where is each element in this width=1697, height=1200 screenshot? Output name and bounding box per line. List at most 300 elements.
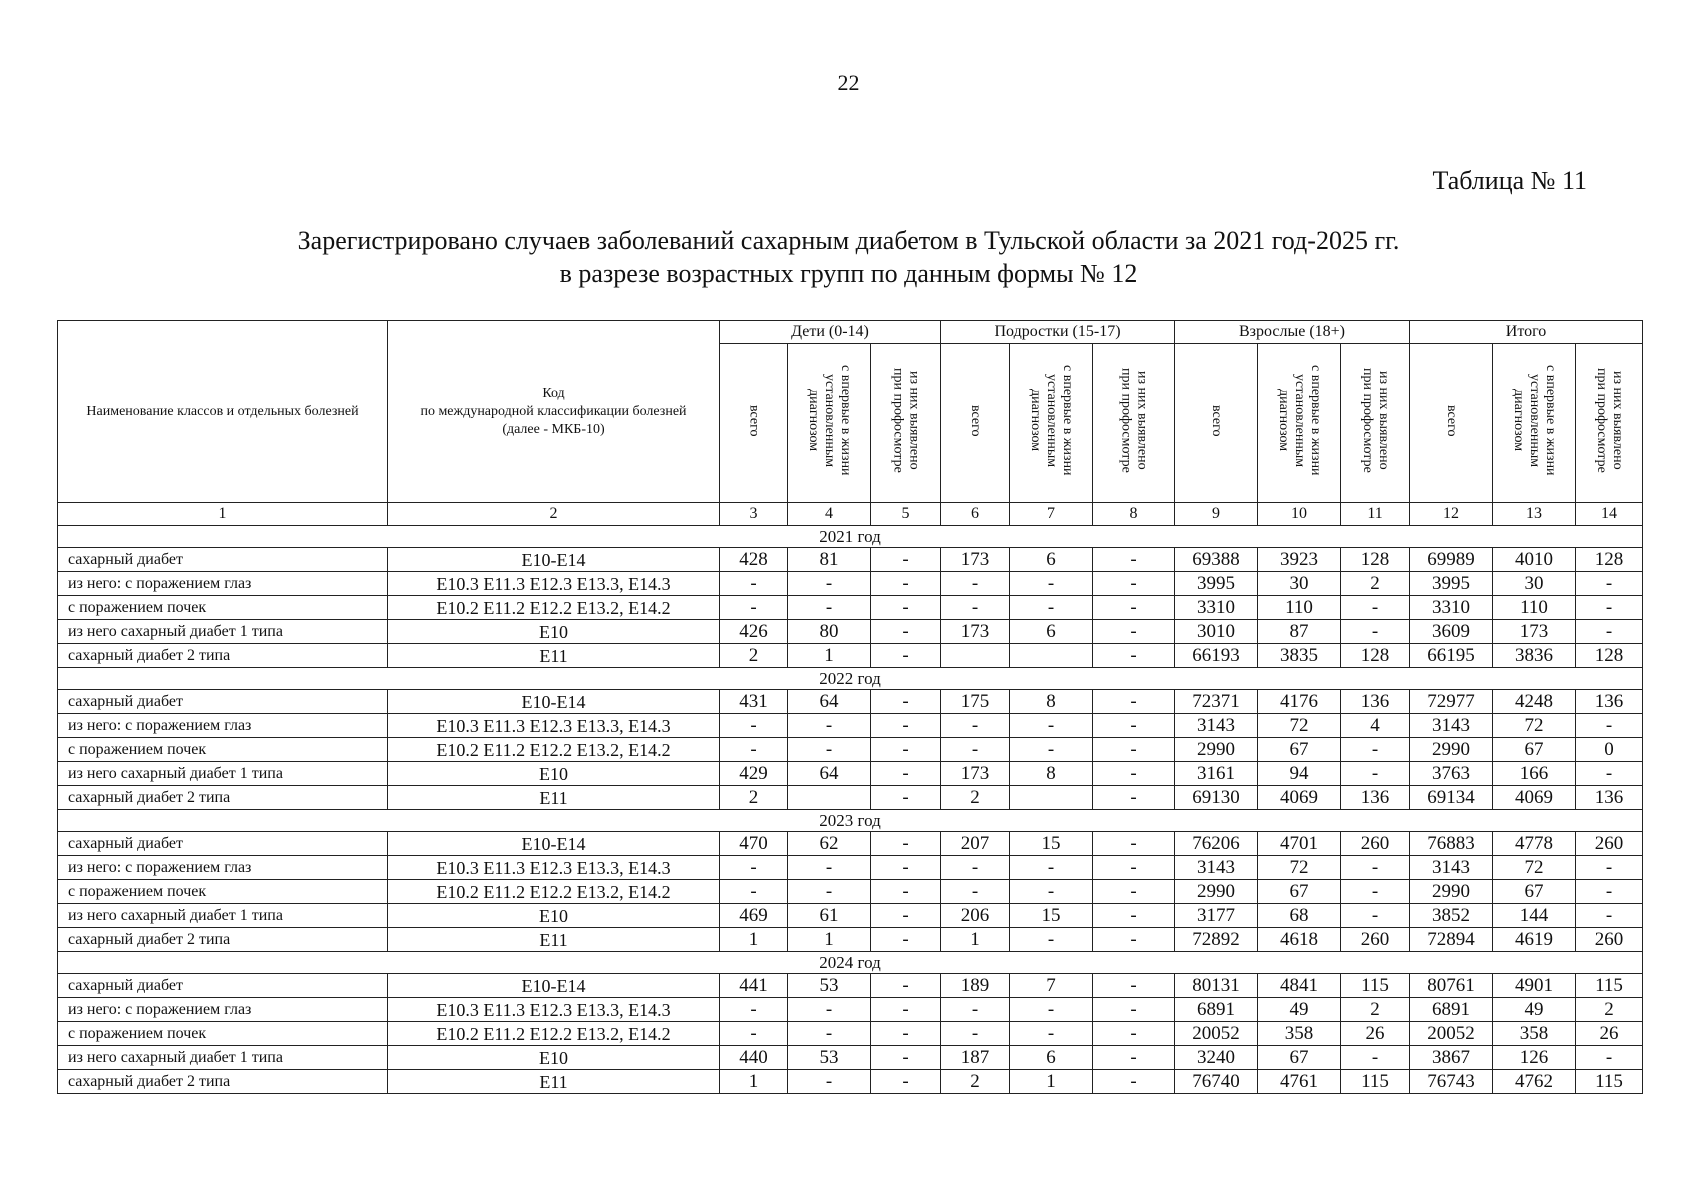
value-cell: -	[1093, 738, 1175, 762]
icd-code-cell: Е11	[388, 928, 720, 952]
value-cell: 80761	[1410, 974, 1493, 998]
value-cell: 358	[1493, 1022, 1576, 1046]
value-cell: -	[1093, 644, 1175, 668]
value-cell: 173	[1493, 620, 1576, 644]
value-cell: -	[871, 738, 941, 762]
value-cell: -	[1093, 714, 1175, 738]
value-cell: -	[871, 856, 941, 880]
value-cell: -	[871, 548, 941, 572]
value-cell: 3240	[1175, 1046, 1258, 1070]
value-cell: 3852	[1410, 904, 1493, 928]
value-cell: 3923	[1258, 548, 1341, 572]
value-cell: 128	[1341, 644, 1410, 668]
value-cell: -	[1341, 738, 1410, 762]
column-number: 10	[1258, 503, 1341, 526]
value-cell: 136	[1341, 690, 1410, 714]
year-label: 2023 год	[58, 810, 1643, 832]
table-row	[58, 928, 1643, 952]
value-cell: -	[1010, 998, 1093, 1022]
value-cell: -	[1010, 596, 1093, 620]
value-cell: -	[941, 880, 1010, 904]
icd-code-cell: Е10.2 Е11.2 Е12.2 Е13.2, Е14.2	[388, 738, 720, 762]
value-cell: -	[720, 1022, 788, 1046]
value-cell: -	[788, 998, 871, 1022]
table-row	[58, 856, 1643, 880]
value-cell: -	[1093, 1046, 1175, 1070]
subheader-found-at-checkup: из них выявлено при профосмотре	[871, 344, 941, 503]
value-cell: 6	[1010, 1046, 1093, 1070]
value-cell: -	[788, 880, 871, 904]
table-body	[58, 503, 1643, 1094]
value-cell: -	[788, 596, 871, 620]
value-cell: -	[788, 1022, 871, 1046]
value-cell: 49	[1493, 998, 1576, 1022]
value-cell: 1	[788, 644, 871, 668]
value-cell: -	[871, 690, 941, 714]
year-label: 2022 год	[58, 668, 1643, 690]
column-number: 9	[1175, 503, 1258, 526]
value-cell: 4010	[1493, 548, 1576, 572]
value-cell: 30	[1258, 572, 1341, 596]
value-cell: 8	[1010, 762, 1093, 786]
value-cell: 3609	[1410, 620, 1493, 644]
icd-code-cell: Е10.2 Е11.2 Е12.2 Е13.2, Е14.2	[388, 880, 720, 904]
value-cell: 66193	[1175, 644, 1258, 668]
value-cell: 175	[941, 690, 1010, 714]
value-cell: 2990	[1410, 738, 1493, 762]
value-cell: 20052	[1410, 1022, 1493, 1046]
icd-code-cell: Е10-Е14	[388, 548, 720, 572]
table-row	[58, 832, 1643, 856]
title-line-1: Зарегистрировано случаев заболеваний сахарным диабетом в Тульской области за 2021 год-2025 гг.	[297, 226, 1400, 255]
subheader-total: всего	[1410, 344, 1493, 503]
value-cell: 110	[1258, 596, 1341, 620]
value-cell: -	[871, 714, 941, 738]
value-cell: 431	[720, 690, 788, 714]
value-cell: -	[1093, 762, 1175, 786]
disease-name-cell: из него: с поражением глаз	[58, 998, 388, 1022]
disease-name-cell: из него: с поражением глаз	[58, 714, 388, 738]
subheader-first-diagnosed: с впервые в жизни установленным диагнозом	[1258, 344, 1341, 503]
header-group-teens: Подростки (15-17)	[941, 321, 1175, 344]
year-section-row	[58, 668, 1643, 690]
value-cell: 4069	[1258, 786, 1341, 810]
value-cell: 67	[1258, 738, 1341, 762]
table-row	[58, 738, 1643, 762]
value-cell: 207	[941, 832, 1010, 856]
value-cell: 1	[720, 1070, 788, 1094]
value-cell: -	[720, 998, 788, 1022]
value-cell: -	[1093, 596, 1175, 620]
header-group-adults: Взрослые (18+)	[1175, 321, 1410, 344]
value-cell: -	[871, 880, 941, 904]
subheader-first-diagnosed: с впервые в жизни установленным диагнозом	[1493, 344, 1576, 503]
value-cell: 69134	[1410, 786, 1493, 810]
value-cell: 2	[720, 644, 788, 668]
subheader-found-at-checkup: из них выявлено при профосмотре	[1341, 344, 1410, 503]
column-number: 13	[1493, 503, 1576, 526]
value-cell: 126	[1493, 1046, 1576, 1070]
table-row	[58, 904, 1643, 928]
value-cell: -	[720, 714, 788, 738]
value-cell: 80131	[1175, 974, 1258, 998]
value-cell: -	[871, 1070, 941, 1094]
value-cell: 4618	[1258, 928, 1341, 952]
icd-code-cell: Е10.3 Е11.3 Е12.3 Е13.3, Е14.3	[388, 714, 720, 738]
disease-name-cell: с поражением почек	[58, 1022, 388, 1046]
value-cell: 67	[1493, 738, 1576, 762]
value-cell: 72	[1258, 714, 1341, 738]
value-cell: 4762	[1493, 1070, 1576, 1094]
value-cell: -	[720, 856, 788, 880]
disease-name-cell: сахарный диабет 2 типа	[58, 786, 388, 810]
value-cell: 76883	[1410, 832, 1493, 856]
column-number: 1	[58, 503, 388, 526]
table-row	[58, 998, 1643, 1022]
column-number: 3	[720, 503, 788, 526]
value-cell: -	[1010, 572, 1093, 596]
value-cell: -	[1010, 880, 1093, 904]
value-cell: 4761	[1258, 1070, 1341, 1094]
column-number: 2	[388, 503, 720, 526]
value-cell: 72977	[1410, 690, 1493, 714]
value-cell: -	[1576, 856, 1643, 880]
value-cell: 470	[720, 832, 788, 856]
table-row	[58, 786, 1643, 810]
value-cell: -	[1576, 762, 1643, 786]
value-cell: -	[1576, 620, 1643, 644]
subheader-total: всего	[1175, 344, 1258, 503]
value-cell: 3867	[1410, 1046, 1493, 1070]
value-cell: 3835	[1258, 644, 1341, 668]
value-cell: -	[1341, 1046, 1410, 1070]
value-cell: -	[1093, 786, 1175, 810]
value-cell: 67	[1493, 880, 1576, 904]
value-cell: 62	[788, 832, 871, 856]
header-icd-code: Код по международной классификации болезней (далее - МКБ-10)	[388, 321, 720, 503]
value-cell: 67	[1258, 1046, 1341, 1070]
value-cell: 3836	[1493, 644, 1576, 668]
value-cell: 2990	[1175, 738, 1258, 762]
icd-code-cell: Е10.3 Е11.3 Е12.3 Е13.3, Е14.3	[388, 572, 720, 596]
value-cell: -	[1093, 548, 1175, 572]
value-cell	[1010, 786, 1093, 810]
value-cell: -	[1341, 596, 1410, 620]
value-cell: -	[1093, 620, 1175, 644]
value-cell: -	[788, 738, 871, 762]
value-cell: -	[1341, 904, 1410, 928]
value-cell: 2	[1341, 572, 1410, 596]
value-cell: -	[941, 856, 1010, 880]
table-row	[58, 1022, 1643, 1046]
value-cell: 115	[1576, 974, 1643, 998]
value-cell: 72371	[1175, 690, 1258, 714]
value-cell: 115	[1576, 1070, 1643, 1094]
value-cell: 80	[788, 620, 871, 644]
value-cell: 115	[1341, 974, 1410, 998]
icd-code-cell: Е10-Е14	[388, 690, 720, 714]
column-number: 14	[1576, 503, 1643, 526]
value-cell: -	[941, 738, 1010, 762]
value-cell: 4901	[1493, 974, 1576, 998]
value-cell: -	[1093, 904, 1175, 928]
header-disease-name: Наименование классов и отдельных болезней	[58, 321, 388, 503]
value-cell: 26	[1576, 1022, 1643, 1046]
value-cell: 61	[788, 904, 871, 928]
value-cell	[1010, 644, 1093, 668]
table-row	[58, 690, 1643, 714]
value-cell: 144	[1493, 904, 1576, 928]
value-cell: 173	[941, 548, 1010, 572]
subheader-found-at-checkup: из них выявлено при профосмотре	[1576, 344, 1643, 503]
table-row	[58, 548, 1643, 572]
disease-name-cell: из него сахарный диабет 1 типа	[58, 904, 388, 928]
value-cell: 69388	[1175, 548, 1258, 572]
year-section-row	[58, 810, 1643, 832]
value-cell: 189	[941, 974, 1010, 998]
icd-code-cell: Е11	[388, 1070, 720, 1094]
value-cell: 8	[1010, 690, 1093, 714]
value-cell: 6891	[1175, 998, 1258, 1022]
value-cell: 3310	[1410, 596, 1493, 620]
value-cell: -	[788, 572, 871, 596]
value-cell: 0	[1576, 738, 1643, 762]
value-cell: -	[871, 620, 941, 644]
value-cell: -	[871, 644, 941, 668]
disease-name-cell: сахарный диабет 2 типа	[58, 1070, 388, 1094]
value-cell: 76206	[1175, 832, 1258, 856]
value-cell: 426	[720, 620, 788, 644]
table-row	[58, 974, 1643, 998]
year-label: 2021 год	[58, 526, 1643, 548]
value-cell: 49	[1258, 998, 1341, 1022]
value-cell: 2	[941, 1070, 1010, 1094]
value-cell: -	[871, 974, 941, 998]
icd-code-cell: Е10	[388, 1046, 720, 1070]
table-row	[58, 620, 1643, 644]
value-cell: 72	[1258, 856, 1341, 880]
value-cell	[788, 786, 871, 810]
disease-name-cell: сахарный диабет 2 типа	[58, 928, 388, 952]
value-cell: 128	[1341, 548, 1410, 572]
value-cell: 1	[1010, 1070, 1093, 1094]
value-cell: -	[720, 738, 788, 762]
value-cell: 7	[1010, 974, 1093, 998]
value-cell: -	[1576, 596, 1643, 620]
value-cell: 76740	[1175, 1070, 1258, 1094]
document-title	[0, 224, 1697, 290]
value-cell: 128	[1576, 644, 1643, 668]
disease-name-cell: из него: с поражением глаз	[58, 572, 388, 596]
value-cell: -	[871, 762, 941, 786]
value-cell: 66195	[1410, 644, 1493, 668]
value-cell: 260	[1576, 928, 1643, 952]
value-cell: 4	[1341, 714, 1410, 738]
value-cell: 6891	[1410, 998, 1493, 1022]
value-cell: 4841	[1258, 974, 1341, 998]
value-cell: 53	[788, 974, 871, 998]
value-cell: 67	[1258, 880, 1341, 904]
value-cell: 2	[720, 786, 788, 810]
value-cell: 358	[1258, 1022, 1341, 1046]
value-cell: 3143	[1410, 856, 1493, 880]
value-cell: 3995	[1410, 572, 1493, 596]
value-cell: -	[871, 786, 941, 810]
column-number: 11	[1341, 503, 1410, 526]
icd-code-cell: Е10	[388, 904, 720, 928]
value-cell: 69130	[1175, 786, 1258, 810]
icd-code-cell: Е10.2 Е11.2 Е12.2 Е13.2, Е14.2	[388, 1022, 720, 1046]
disease-name-cell: сахарный диабет	[58, 832, 388, 856]
icd-code-cell: Е10.3 Е11.3 Е12.3 Е13.3, Е14.3	[388, 856, 720, 880]
value-cell: -	[720, 880, 788, 904]
table-row	[58, 714, 1643, 738]
value-cell: 2	[1576, 998, 1643, 1022]
value-cell: 72892	[1175, 928, 1258, 952]
subheader-total: всего	[720, 344, 788, 503]
value-cell: -	[1093, 856, 1175, 880]
header-group-children: Дети (0-14)	[720, 321, 941, 344]
value-cell: -	[941, 998, 1010, 1022]
table-row	[58, 644, 1643, 668]
column-number: 6	[941, 503, 1010, 526]
value-cell: 3161	[1175, 762, 1258, 786]
value-cell: -	[871, 832, 941, 856]
value-cell: -	[1093, 974, 1175, 998]
value-cell: 3995	[1175, 572, 1258, 596]
value-cell: -	[941, 596, 1010, 620]
value-cell: 110	[1493, 596, 1576, 620]
year-section-row	[58, 526, 1643, 548]
value-cell: -	[788, 714, 871, 738]
value-cell: 440	[720, 1046, 788, 1070]
value-cell: -	[871, 1022, 941, 1046]
value-cell: -	[1093, 690, 1175, 714]
value-cell: 260	[1341, 832, 1410, 856]
value-cell: 136	[1576, 786, 1643, 810]
subheader-first-diagnosed: с впервые в жизни установленным диагнозом	[788, 344, 871, 503]
value-cell: 3010	[1175, 620, 1258, 644]
value-cell: -	[1576, 904, 1643, 928]
value-cell: 173	[941, 620, 1010, 644]
value-cell: 26	[1341, 1022, 1410, 1046]
value-cell: 187	[941, 1046, 1010, 1070]
icd-code-cell: Е10.2 Е11.2 Е12.2 Е13.2, Е14.2	[388, 596, 720, 620]
value-cell: -	[871, 998, 941, 1022]
disease-name-cell: с поражением почек	[58, 880, 388, 904]
value-cell: -	[1093, 928, 1175, 952]
value-cell: 2990	[1175, 880, 1258, 904]
value-cell: -	[1093, 998, 1175, 1022]
value-cell: 1	[941, 928, 1010, 952]
value-cell: 429	[720, 762, 788, 786]
year-label: 2024 год	[58, 952, 1643, 974]
icd-code-cell: Е11	[388, 644, 720, 668]
icd-code-cell: Е10.3 Е11.3 Е12.3 Е13.3, Е14.3	[388, 998, 720, 1022]
value-cell: 69989	[1410, 548, 1493, 572]
column-number: 7	[1010, 503, 1093, 526]
icd-code-cell: Е10-Е14	[388, 974, 720, 998]
value-cell: 53	[788, 1046, 871, 1070]
value-cell: -	[788, 1070, 871, 1094]
value-cell: -	[1093, 572, 1175, 596]
value-cell: 76743	[1410, 1070, 1493, 1094]
disease-name-cell: сахарный диабет	[58, 548, 388, 572]
subheader-found-at-checkup: из них выявлено при профосмотре	[1093, 344, 1175, 503]
value-cell: 173	[941, 762, 1010, 786]
disease-name-cell: из него сахарный диабет 1 типа	[58, 1046, 388, 1070]
value-cell: 441	[720, 974, 788, 998]
icd-code-cell: Е10-Е14	[388, 832, 720, 856]
value-cell: 15	[1010, 832, 1093, 856]
value-cell: 3177	[1175, 904, 1258, 928]
value-cell: 68	[1258, 904, 1341, 928]
value-cell: 1	[788, 928, 871, 952]
icd-code-cell: Е10	[388, 620, 720, 644]
header-group-total: Итого	[1410, 321, 1643, 344]
value-cell: 4248	[1493, 690, 1576, 714]
value-cell: 20052	[1175, 1022, 1258, 1046]
value-cell: 469	[720, 904, 788, 928]
value-cell: -	[788, 856, 871, 880]
value-cell: -	[720, 572, 788, 596]
value-cell: 4176	[1258, 690, 1341, 714]
disease-name-cell: сахарный диабет 2 типа	[58, 644, 388, 668]
table-row	[58, 762, 1643, 786]
disease-name-cell: с поражением почек	[58, 738, 388, 762]
value-cell: 64	[788, 690, 871, 714]
table-row	[58, 1070, 1643, 1094]
column-number-row	[58, 503, 1643, 526]
column-number: 4	[788, 503, 871, 526]
value-cell: -	[1010, 738, 1093, 762]
value-cell: 260	[1576, 832, 1643, 856]
column-number: 12	[1410, 503, 1493, 526]
disease-name-cell: сахарный диабет	[58, 974, 388, 998]
value-cell: 6	[1010, 548, 1093, 572]
value-cell: 2990	[1410, 880, 1493, 904]
disease-name-cell: сахарный диабет	[58, 690, 388, 714]
value-cell: -	[1010, 856, 1093, 880]
value-cell: 1	[720, 928, 788, 952]
value-cell: 81	[788, 548, 871, 572]
icd-code-cell: Е10	[388, 762, 720, 786]
value-cell: 4701	[1258, 832, 1341, 856]
value-cell: -	[871, 1046, 941, 1070]
value-cell: 136	[1341, 786, 1410, 810]
value-cell: -	[1341, 620, 1410, 644]
value-cell: 260	[1341, 928, 1410, 952]
value-cell: 64	[788, 762, 871, 786]
value-cell: 206	[941, 904, 1010, 928]
subheader-total: всего	[941, 344, 1010, 503]
value-cell: 3143	[1410, 714, 1493, 738]
value-cell: 166	[1493, 762, 1576, 786]
value-cell: -	[1093, 1070, 1175, 1094]
disease-name-cell: с поражением почек	[58, 596, 388, 620]
table-label: Таблица № 11	[1432, 166, 1587, 195]
value-cell: -	[1341, 880, 1410, 904]
value-cell	[941, 644, 1010, 668]
value-cell: -	[871, 596, 941, 620]
value-cell: 6	[1010, 620, 1093, 644]
value-cell: -	[1093, 832, 1175, 856]
value-cell: 3310	[1175, 596, 1258, 620]
header-group-row	[58, 321, 1643, 344]
value-cell: 94	[1258, 762, 1341, 786]
value-cell: 4069	[1493, 786, 1576, 810]
title-line-2: в разрезе возрастных групп по данным формы № 12	[559, 259, 1138, 288]
